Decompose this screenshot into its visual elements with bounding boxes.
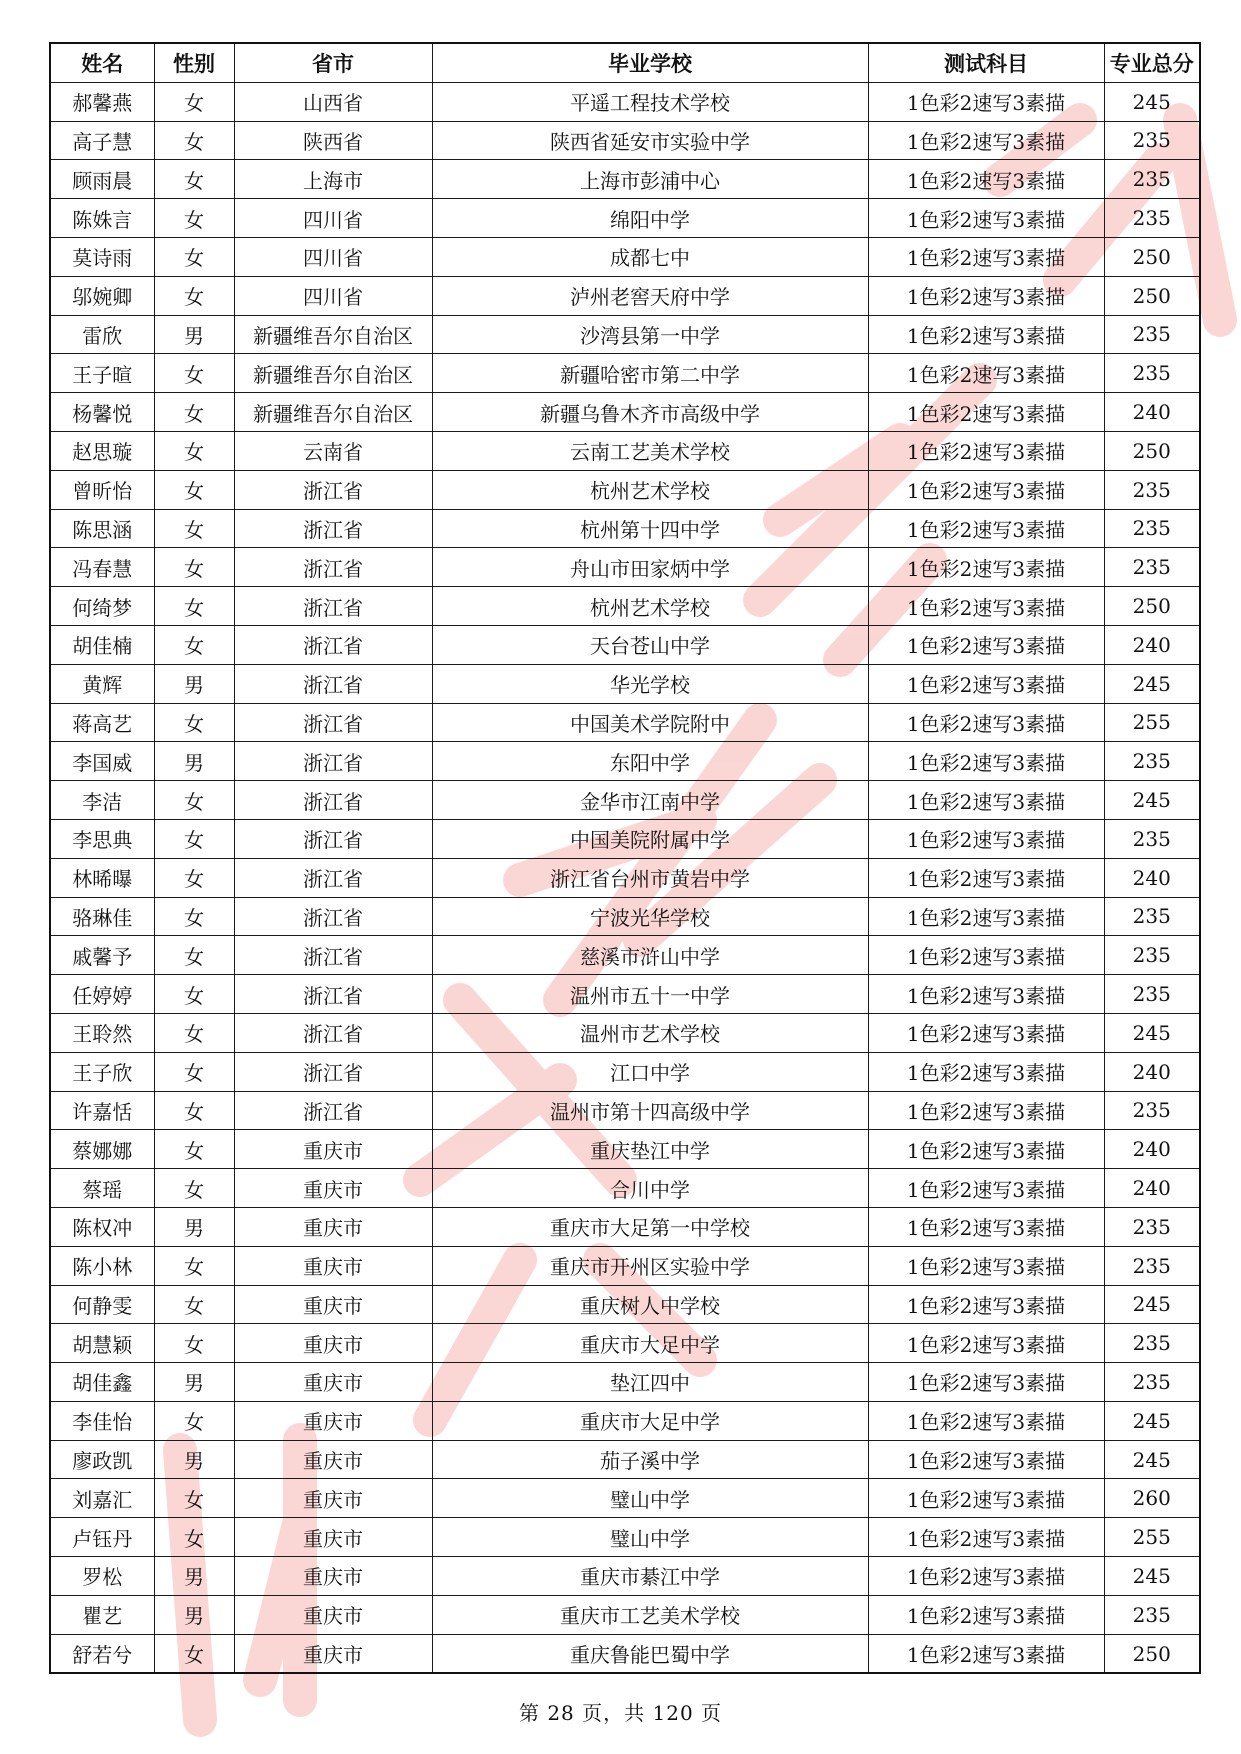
cell-school: 新疆乌鲁木齐市高级中学 [432, 393, 868, 432]
cell-total-score: 245 [1104, 1401, 1200, 1440]
cell-total-score: 240 [1104, 1052, 1200, 1091]
cell-name: 胡佳鑫 [50, 1363, 154, 1402]
cell-total-score: 235 [1104, 1324, 1200, 1363]
cell-total-score: 250 [1104, 587, 1200, 626]
cell-gender: 男 [154, 1557, 234, 1596]
cell-gender: 女 [154, 1169, 234, 1208]
cell-name: 李国威 [50, 742, 154, 781]
table-row [50, 819, 1200, 858]
cell-total-score: 235 [1104, 199, 1200, 238]
cell-total-score: 240 [1104, 858, 1200, 897]
cell-province: 浙江省 [234, 781, 432, 820]
cell-school: 新疆哈密市第二中学 [432, 354, 868, 393]
cell-subjects: 1色彩2速写3素描 [868, 431, 1104, 470]
cell-name: 蔡娜娜 [50, 1130, 154, 1169]
cell-subjects: 1色彩2速写3素描 [868, 509, 1104, 548]
cell-total-score: 235 [1104, 1246, 1200, 1285]
cell-subjects: 1色彩2速写3素描 [868, 1595, 1104, 1634]
cell-province: 浙江省 [234, 975, 432, 1014]
cell-total-score: 235 [1104, 509, 1200, 548]
cell-subjects: 1色彩2速写3素描 [868, 858, 1104, 897]
table-row [50, 975, 1200, 1014]
cell-name: 陈小林 [50, 1246, 154, 1285]
cell-total-score: 235 [1104, 1363, 1200, 1402]
table-row [50, 1052, 1200, 1091]
cell-gender: 男 [154, 742, 234, 781]
cell-name: 任婷婷 [50, 975, 154, 1014]
cell-school: 垫江四中 [432, 1363, 868, 1402]
cell-name: 罗松 [50, 1557, 154, 1596]
cell-total-score: 240 [1104, 1130, 1200, 1169]
cell-province: 云南省 [234, 431, 432, 470]
cell-subjects: 1色彩2速写3素描 [868, 237, 1104, 276]
page-number: 第 28 页，共 120 页 [518, 1701, 723, 1725]
cell-total-score: 245 [1104, 664, 1200, 703]
cell-name: 郝馨燕 [50, 82, 154, 121]
cell-name: 李洁 [50, 781, 154, 820]
cell-name: 蔡瑶 [50, 1169, 154, 1208]
cell-name: 杨馨悦 [50, 393, 154, 432]
cell-total-score: 245 [1104, 781, 1200, 820]
cell-school: 重庆市大足中学 [432, 1401, 868, 1440]
cell-province: 重庆市 [234, 1207, 432, 1246]
table-row [50, 781, 1200, 820]
cell-name: 邬婉卿 [50, 276, 154, 315]
cell-gender: 女 [154, 1013, 234, 1052]
cell-gender: 女 [154, 276, 234, 315]
cell-total-score: 245 [1104, 1440, 1200, 1479]
cell-subjects: 1色彩2速写3素描 [868, 1518, 1104, 1557]
cell-gender: 女 [154, 1052, 234, 1091]
cell-school: 璧山中学 [432, 1479, 868, 1518]
cell-gender: 女 [154, 82, 234, 121]
table-row [50, 160, 1200, 199]
cell-name: 王子暄 [50, 354, 154, 393]
cell-province: 新疆维吾尔自治区 [234, 354, 432, 393]
cell-total-score: 250 [1104, 276, 1200, 315]
cell-province: 浙江省 [234, 703, 432, 742]
table-row [50, 1130, 1200, 1169]
cell-subjects: 1色彩2速写3素描 [868, 587, 1104, 626]
cell-subjects: 1色彩2速写3素描 [868, 548, 1104, 587]
cell-name: 许嘉恬 [50, 1091, 154, 1130]
table-row [50, 354, 1200, 393]
cell-name: 卢钰丹 [50, 1518, 154, 1557]
header-subjects: 测试科目 [868, 43, 1104, 82]
cell-subjects: 1色彩2速写3素描 [868, 121, 1104, 160]
cell-gender: 女 [154, 393, 234, 432]
cell-gender: 女 [154, 121, 234, 160]
header-name: 姓名 [50, 43, 154, 82]
cell-school: 重庆市綦江中学 [432, 1557, 868, 1596]
header-gender: 性别 [154, 43, 234, 82]
table-row [50, 858, 1200, 897]
table-row [50, 897, 1200, 936]
cell-name: 陈思涵 [50, 509, 154, 548]
cell-province: 浙江省 [234, 664, 432, 703]
cell-province: 浙江省 [234, 587, 432, 626]
cell-name: 骆琳佳 [50, 897, 154, 936]
cell-subjects: 1色彩2速写3素描 [868, 160, 1104, 199]
cell-school: 重庆垫江中学 [432, 1130, 868, 1169]
cell-total-score: 255 [1104, 1518, 1200, 1557]
cell-subjects: 1色彩2速写3素描 [868, 1401, 1104, 1440]
cell-school: 绵阳中学 [432, 199, 868, 238]
cell-gender: 女 [154, 819, 234, 858]
cell-name: 廖政凯 [50, 1440, 154, 1479]
cell-name: 曾昕怡 [50, 470, 154, 509]
cell-total-score: 255 [1104, 703, 1200, 742]
cell-school: 温州市艺术学校 [432, 1013, 868, 1052]
cell-total-score: 260 [1104, 1479, 1200, 1518]
cell-name: 王子欣 [50, 1052, 154, 1091]
cell-gender: 女 [154, 1285, 234, 1324]
cell-total-score: 235 [1104, 819, 1200, 858]
cell-subjects: 1色彩2速写3素描 [868, 781, 1104, 820]
cell-province: 四川省 [234, 237, 432, 276]
cell-subjects: 1色彩2速写3素描 [868, 664, 1104, 703]
table-row [50, 1518, 1200, 1557]
cell-name: 刘嘉汇 [50, 1479, 154, 1518]
cell-province: 重庆市 [234, 1557, 432, 1596]
cell-school: 华光学校 [432, 664, 868, 703]
cell-province: 浙江省 [234, 1052, 432, 1091]
cell-subjects: 1色彩2速写3素描 [868, 1440, 1104, 1479]
cell-name: 陈权冲 [50, 1207, 154, 1246]
cell-province: 重庆市 [234, 1130, 432, 1169]
table-header-row [50, 43, 1200, 82]
table-row [50, 1557, 1200, 1596]
cell-subjects: 1色彩2速写3素描 [868, 1052, 1104, 1091]
cell-subjects: 1色彩2速写3素描 [868, 625, 1104, 664]
cell-name: 冯春慧 [50, 548, 154, 587]
table-row [50, 431, 1200, 470]
cell-gender: 男 [154, 1595, 234, 1634]
cell-name: 林晞曝 [50, 858, 154, 897]
cell-school: 重庆市大足第一中学校 [432, 1207, 868, 1246]
table-row [50, 1285, 1200, 1324]
cell-school: 江口中学 [432, 1052, 868, 1091]
cell-gender: 女 [154, 703, 234, 742]
cell-gender: 女 [154, 1130, 234, 1169]
table-row [50, 82, 1200, 121]
cell-school: 温州市五十一中学 [432, 975, 868, 1014]
cell-gender: 女 [154, 897, 234, 936]
cell-province: 重庆市 [234, 1169, 432, 1208]
cell-province: 浙江省 [234, 1091, 432, 1130]
cell-gender: 女 [154, 1246, 234, 1285]
cell-province: 重庆市 [234, 1595, 432, 1634]
cell-subjects: 1色彩2速写3素描 [868, 819, 1104, 858]
score-table [49, 42, 1201, 1674]
cell-name: 何绮梦 [50, 587, 154, 626]
cell-name: 舒若兮 [50, 1634, 154, 1673]
cell-province: 新疆维吾尔自治区 [234, 393, 432, 432]
cell-gender: 女 [154, 858, 234, 897]
cell-name: 高子慧 [50, 121, 154, 160]
cell-gender: 女 [154, 1479, 234, 1518]
cell-subjects: 1色彩2速写3素描 [868, 1557, 1104, 1596]
cell-province: 重庆市 [234, 1440, 432, 1479]
cell-subjects: 1色彩2速写3素描 [868, 897, 1104, 936]
cell-province: 重庆市 [234, 1479, 432, 1518]
cell-gender: 女 [154, 1401, 234, 1440]
cell-gender: 女 [154, 354, 234, 393]
table-row [50, 276, 1200, 315]
cell-province: 重庆市 [234, 1246, 432, 1285]
cell-name: 胡佳楠 [50, 625, 154, 664]
table-row [50, 470, 1200, 509]
table-row [50, 1440, 1200, 1479]
cell-school: 中国美院附属中学 [432, 819, 868, 858]
table-row [50, 1479, 1200, 1518]
cell-school: 杭州艺术学校 [432, 587, 868, 626]
cell-total-score: 235 [1104, 936, 1200, 975]
cell-subjects: 1色彩2速写3素描 [868, 1013, 1104, 1052]
cell-subjects: 1色彩2速写3素描 [868, 703, 1104, 742]
cell-subjects: 1色彩2速写3素描 [868, 393, 1104, 432]
cell-total-score: 245 [1104, 1557, 1200, 1596]
cell-total-score: 235 [1104, 160, 1200, 199]
cell-school: 东阳中学 [432, 742, 868, 781]
cell-total-score: 245 [1104, 1285, 1200, 1324]
cell-gender: 男 [154, 315, 234, 354]
cell-total-score: 235 [1104, 897, 1200, 936]
cell-subjects: 1色彩2速写3素描 [868, 1363, 1104, 1402]
table-row [50, 1207, 1200, 1246]
cell-school: 沙湾县第一中学 [432, 315, 868, 354]
cell-name: 莫诗雨 [50, 237, 154, 276]
cell-school: 茄子溪中学 [432, 1440, 868, 1479]
cell-name: 李佳怡 [50, 1401, 154, 1440]
cell-subjects: 1色彩2速写3素描 [868, 276, 1104, 315]
cell-province: 浙江省 [234, 936, 432, 975]
cell-gender: 女 [154, 587, 234, 626]
cell-school: 重庆市大足中学 [432, 1324, 868, 1363]
cell-province: 重庆市 [234, 1324, 432, 1363]
cell-province: 四川省 [234, 276, 432, 315]
cell-total-score: 240 [1104, 393, 1200, 432]
cell-total-score: 235 [1104, 742, 1200, 781]
cell-province: 浙江省 [234, 470, 432, 509]
table-row [50, 936, 1200, 975]
cell-total-score: 235 [1104, 1091, 1200, 1130]
cell-province: 重庆市 [234, 1285, 432, 1324]
cell-school: 浙江省台州市黄岩中学 [432, 858, 868, 897]
cell-gender: 女 [154, 1518, 234, 1557]
table-row [50, 548, 1200, 587]
table-row [50, 1091, 1200, 1130]
cell-subjects: 1色彩2速写3素描 [868, 1169, 1104, 1208]
cell-gender: 女 [154, 199, 234, 238]
cell-school: 璧山中学 [432, 1518, 868, 1557]
cell-name: 胡慧颖 [50, 1324, 154, 1363]
cell-province: 新疆维吾尔自治区 [234, 315, 432, 354]
cell-total-score: 235 [1104, 315, 1200, 354]
header-total-score: 专业总分 [1104, 43, 1200, 82]
cell-school: 杭州第十四中学 [432, 509, 868, 548]
cell-subjects: 1色彩2速写3素描 [868, 1634, 1104, 1673]
cell-name: 黄辉 [50, 664, 154, 703]
cell-name: 蒋高艺 [50, 703, 154, 742]
cell-school: 重庆树人中学校 [432, 1285, 868, 1324]
cell-gender: 女 [154, 781, 234, 820]
cell-subjects: 1色彩2速写3素描 [868, 936, 1104, 975]
cell-province: 四川省 [234, 199, 432, 238]
cell-school: 重庆市开州区实验中学 [432, 1246, 868, 1285]
cell-province: 重庆市 [234, 1518, 432, 1557]
cell-total-score: 250 [1104, 431, 1200, 470]
cell-province: 浙江省 [234, 897, 432, 936]
table-row [50, 121, 1200, 160]
cell-name: 赵思璇 [50, 431, 154, 470]
cell-subjects: 1色彩2速写3素描 [868, 1285, 1104, 1324]
cell-total-score: 235 [1104, 470, 1200, 509]
cell-subjects: 1色彩2速写3素描 [868, 1246, 1104, 1285]
cell-total-score: 240 [1104, 625, 1200, 664]
cell-school: 重庆鲁能巴蜀中学 [432, 1634, 868, 1673]
cell-gender: 女 [154, 936, 234, 975]
table-row [50, 1169, 1200, 1208]
cell-school: 泸州老窖天府中学 [432, 276, 868, 315]
cell-subjects: 1色彩2速写3素描 [868, 315, 1104, 354]
cell-school: 杭州艺术学校 [432, 470, 868, 509]
table-row [50, 237, 1200, 276]
cell-name: 李思典 [50, 819, 154, 858]
cell-school: 慈溪市浒山中学 [432, 936, 868, 975]
cell-province: 重庆市 [234, 1363, 432, 1402]
cell-school: 重庆市工艺美术学校 [432, 1595, 868, 1634]
cell-school: 中国美术学院附中 [432, 703, 868, 742]
cell-total-score: 235 [1104, 1595, 1200, 1634]
cell-province: 浙江省 [234, 819, 432, 858]
cell-province: 山西省 [234, 82, 432, 121]
table-row [50, 1595, 1200, 1634]
cell-subjects: 1色彩2速写3素描 [868, 975, 1104, 1014]
cell-subjects: 1色彩2速写3素描 [868, 1324, 1104, 1363]
cell-gender: 女 [154, 431, 234, 470]
cell-gender: 女 [154, 975, 234, 1014]
cell-province: 浙江省 [234, 742, 432, 781]
header-school: 毕业学校 [432, 43, 868, 82]
cell-school: 平遥工程技术学校 [432, 82, 868, 121]
header-province: 省市 [234, 43, 432, 82]
table-row [50, 1363, 1200, 1402]
cell-school: 陕西省延安市实验中学 [432, 121, 868, 160]
table-row [50, 1401, 1200, 1440]
cell-total-score: 235 [1104, 121, 1200, 160]
table-row [50, 742, 1200, 781]
cell-total-score: 245 [1104, 1013, 1200, 1052]
cell-gender: 男 [154, 1440, 234, 1479]
table-row [50, 199, 1200, 238]
cell-school: 天台苍山中学 [432, 625, 868, 664]
cell-gender: 女 [154, 1634, 234, 1673]
cell-province: 浙江省 [234, 548, 432, 587]
cell-gender: 女 [154, 1324, 234, 1363]
cell-total-score: 235 [1104, 354, 1200, 393]
cell-school: 云南工艺美术学校 [432, 431, 868, 470]
cell-province: 浙江省 [234, 858, 432, 897]
cell-total-score: 235 [1104, 1207, 1200, 1246]
cell-gender: 女 [154, 509, 234, 548]
cell-school: 成都七中 [432, 237, 868, 276]
cell-total-score: 235 [1104, 975, 1200, 1014]
cell-subjects: 1色彩2速写3素描 [868, 742, 1104, 781]
cell-province: 浙江省 [234, 1013, 432, 1052]
cell-school: 温州市第十四高级中学 [432, 1091, 868, 1130]
table-row [50, 703, 1200, 742]
cell-subjects: 1色彩2速写3素描 [868, 1479, 1104, 1518]
table-row [50, 625, 1200, 664]
table-row [50, 1013, 1200, 1052]
cell-gender: 男 [154, 1207, 234, 1246]
cell-gender: 女 [154, 160, 234, 199]
cell-name: 戚馨予 [50, 936, 154, 975]
cell-province: 上海市 [234, 160, 432, 199]
cell-name: 王聆然 [50, 1013, 154, 1052]
table-row [50, 1324, 1200, 1363]
cell-subjects: 1色彩2速写3素描 [868, 82, 1104, 121]
table-row [50, 587, 1200, 626]
cell-name: 雷欣 [50, 315, 154, 354]
cell-province: 浙江省 [234, 625, 432, 664]
cell-subjects: 1色彩2速写3素描 [868, 1130, 1104, 1169]
cell-school: 上海市彭浦中心 [432, 160, 868, 199]
cell-school: 宁波光华学校 [432, 897, 868, 936]
cell-subjects: 1色彩2速写3素描 [868, 354, 1104, 393]
cell-subjects: 1色彩2速写3素描 [868, 199, 1104, 238]
cell-gender: 女 [154, 625, 234, 664]
cell-gender: 女 [154, 1091, 234, 1130]
cell-subjects: 1色彩2速写3素描 [868, 470, 1104, 509]
cell-total-score: 235 [1104, 548, 1200, 587]
cell-gender: 男 [154, 1363, 234, 1402]
cell-province: 重庆市 [234, 1401, 432, 1440]
cell-gender: 男 [154, 664, 234, 703]
cell-total-score: 250 [1104, 1634, 1200, 1673]
table-row [50, 509, 1200, 548]
cell-province: 浙江省 [234, 509, 432, 548]
cell-province: 重庆市 [234, 1634, 432, 1673]
cell-name: 陈姝言 [50, 199, 154, 238]
cell-school: 舟山市田家炳中学 [432, 548, 868, 587]
cell-gender: 女 [154, 548, 234, 587]
cell-name: 何静雯 [50, 1285, 154, 1324]
cell-subjects: 1色彩2速写3素描 [868, 1091, 1104, 1130]
table-row [50, 1246, 1200, 1285]
score-table-container [49, 42, 1199, 1674]
table-row [50, 315, 1200, 354]
table-row [50, 1634, 1200, 1673]
cell-school: 金华市江南中学 [432, 781, 868, 820]
table-row [50, 393, 1200, 432]
cell-school: 合川中学 [432, 1169, 868, 1208]
cell-total-score: 245 [1104, 82, 1200, 121]
cell-gender: 女 [154, 237, 234, 276]
cell-province: 陕西省 [234, 121, 432, 160]
cell-total-score: 250 [1104, 237, 1200, 276]
cell-name: 瞿艺 [50, 1595, 154, 1634]
cell-name: 顾雨晨 [50, 160, 154, 199]
table-row [50, 664, 1200, 703]
cell-subjects: 1色彩2速写3素描 [868, 1207, 1104, 1246]
cell-gender: 女 [154, 470, 234, 509]
cell-total-score: 240 [1104, 1169, 1200, 1208]
